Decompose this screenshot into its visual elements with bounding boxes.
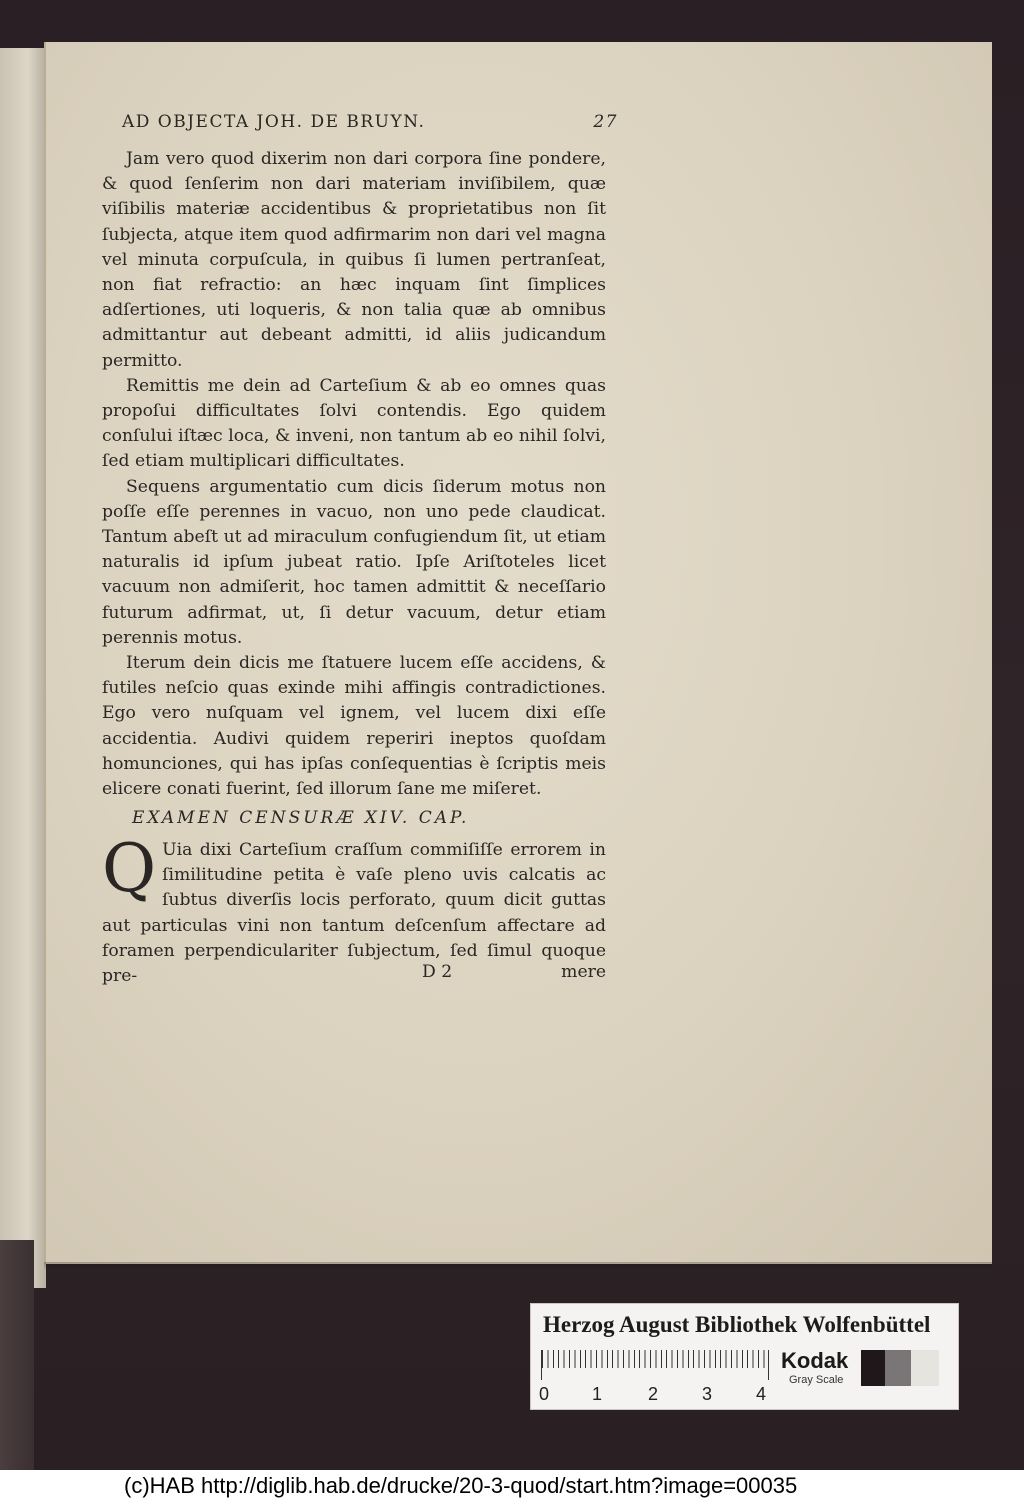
kodak-logo: Kodak <box>781 1348 849 1373</box>
binding-shadow <box>0 1240 34 1470</box>
ruler-label: 0 <box>539 1384 550 1404</box>
ruler-label: 3 <box>702 1384 713 1404</box>
paragraph-4: Iterum dein dicis me ſtatuere lucem eſſe accidens, & futiles neſcio quas exinde mihi affingis contradictiones. Ego vero nuſquam vel ignem, vel lucem dixi eſſe accidentia. Audivi quidem reperiri ineptos quoſdam homunciones, qui has ipſas conſequentias è ſcriptis meis elicere conati fuerint, ſed illorum ſane me miſeret. <box>102 653 606 800</box>
main-text <box>102 147 606 802</box>
color-reference-card <box>530 1303 959 1410</box>
section-paragraph: Uia dixi Carteſium craſſum commiſiſſe errorem in ſimilitudine petita è vaſe pleno uvis calcatis ac ſubtus diverſis locis perforato, quum dicit guttas aut particulas vini non tantum deſcenſum affectare ad foramen perpendiculariter ſubjectum, ſed ſimul quoque pre- <box>102 840 606 987</box>
source-url: (c)HAB http://diglib.hab.de/drucke/20-3-quod/start.htm?image=00035 <box>124 1473 798 1498</box>
ruler-label: 4 <box>756 1384 767 1404</box>
gray-swatch-dark <box>861 1350 885 1386</box>
ruler-scale <box>541 1350 769 1380</box>
ruler-labels <box>539 1384 779 1406</box>
adjacent-page-edge <box>0 48 46 1288</box>
catchword: mere <box>561 962 606 982</box>
gray-swatch-light <box>911 1350 939 1386</box>
drop-cap: Q <box>102 830 157 907</box>
paragraph-3: Sequens argumentatio cum dicis ſiderum motus non poſſe eſſe perennes in vacuo, non uno pede claudicat. Tantum abeſt ut ad miraculum confugiendum ſit, ut etiam naturalis id ipſum jubeat ratio. Ipſe Ariſtoteles licet vacuum non admiſerit, hoc tamen admittit & neceſſario futurum adfirmat, ut, ſi detur vacuum, detur etiam perennis motus. <box>102 476 606 648</box>
page-shadow <box>44 1262 992 1270</box>
running-head-title: AD OBJECTA JOH. DE BRUYN. <box>122 112 426 132</box>
page-number: 27 <box>593 112 618 132</box>
signature-mark: D 2 <box>422 962 453 982</box>
paragraph-2: Remittis me dein ad Carteſium & ab eo omnes quas propoſui difficultates ſolvi contendis. Ego quidem conſului iſtæc loca, & inveni, non tantum ab eo nihil ſolvi, ſed etiam multiplicari difficultates. <box>102 375 606 472</box>
gray-swatch-mid <box>885 1350 911 1386</box>
gray-scale-label: Gray Scale <box>789 1374 844 1386</box>
ruler-label: 2 <box>648 1384 659 1404</box>
running-head <box>122 112 618 142</box>
ruler-label: 1 <box>592 1384 603 1404</box>
copyright-footer <box>0 1470 1024 1504</box>
paragraph-1: Jam vero quod dixerim non dari corpora ſine pondere, & quod ſenſerim non dari materiam inviſibilem, quæ viſibilis materiæ accidentibus & proprietatibus non ſit ſubjecta, atque item quod adfirmarim non dari vel magna vel minuta corpuſcula, in quibus ſi lumen pertranſeat, non fiat refractio: an hæc inquam ſint ſimplices adſertiones, uti loqueris, & non talia quæ ab omnibus admittantur aut debeant admitti, id aliis judicandum permitto. <box>102 149 606 371</box>
section-heading: EXAMEN CENSURÆ XIV. CAP. <box>132 808 470 828</box>
page-footer-line <box>102 962 606 988</box>
library-name: Herzog August Bibliothek Wolfenbüttel <box>543 1312 931 1337</box>
